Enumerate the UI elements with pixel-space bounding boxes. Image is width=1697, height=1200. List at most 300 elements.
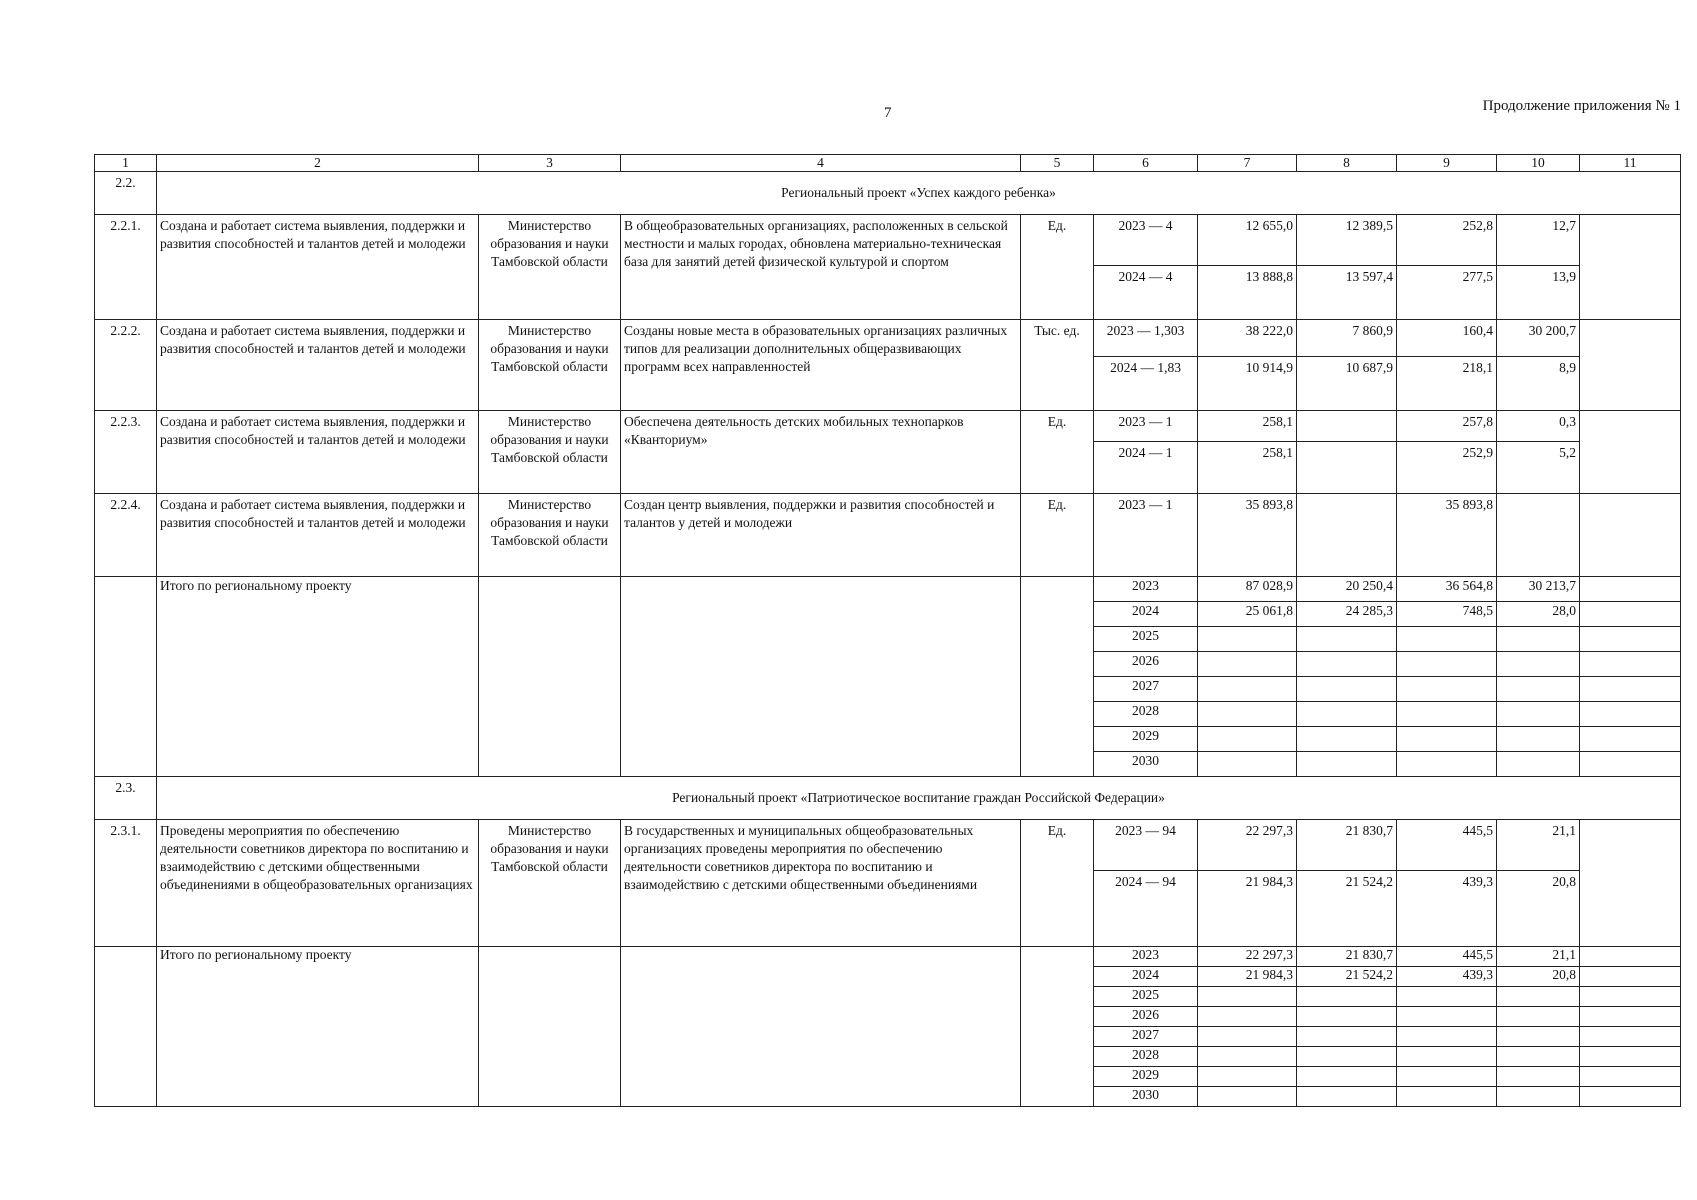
table-cell — [1497, 820, 1580, 947]
table-cell — [1580, 602, 1681, 627]
table-cell — [1497, 411, 1580, 494]
amount-col7-stack — [1198, 411, 1296, 493]
table-cell — [95, 947, 157, 1107]
amount-col9: 277,5 — [1397, 265, 1496, 319]
table-cell — [1497, 602, 1580, 627]
total-c10: 20,8 — [1552, 967, 1576, 982]
total-year: 2027 — [1132, 1027, 1159, 1042]
table-cell — [1021, 947, 1094, 1107]
amount-col8 — [1297, 441, 1396, 493]
table-cell — [1198, 215, 1297, 320]
total-c8: 20 250,4 — [1345, 578, 1393, 593]
table-cell — [1297, 602, 1397, 627]
total-c9: 36 564,8 — [1445, 578, 1493, 593]
total-year: 2026 — [1132, 653, 1159, 668]
table-cell — [1094, 1087, 1198, 1107]
column-header-row — [95, 155, 1681, 172]
table-cell — [1094, 652, 1198, 677]
indicator-text: Создан центр выявления, поддержки и развития способностей и талантов у детей и молодежи — [624, 497, 995, 530]
empty-cell — [1580, 320, 1681, 411]
table-cell — [1497, 987, 1580, 1007]
continuation-label: Продолжение приложения № 1 — [1482, 98, 1681, 114]
amount-col9: 439,3 — [1397, 870, 1496, 946]
year-value-stack — [1094, 320, 1197, 410]
organization: Министерство образования и науки Тамбовской области — [490, 414, 609, 465]
year-value-stack — [1094, 820, 1197, 946]
table-cell — [1497, 1027, 1580, 1047]
amount-col8-stack — [1297, 215, 1396, 319]
result-text: Создана и работает система выявления, поддержки и развития способностей и талантов детей и молодежи — [160, 218, 466, 251]
amount-col8-stack — [1297, 411, 1396, 493]
table-cell — [1397, 577, 1497, 602]
total-year: 2025 — [1132, 628, 1159, 643]
total-row — [95, 947, 1681, 967]
table-cell — [1397, 1007, 1497, 1027]
table-cell — [1297, 494, 1397, 577]
total-c7: 87 028,9 — [1245, 578, 1293, 593]
row-code: 2.2.3. — [110, 414, 141, 429]
table-cell — [1397, 1067, 1497, 1087]
table-cell — [1397, 947, 1497, 967]
amount-col8: 21 830,7 — [1345, 823, 1393, 838]
table-row — [95, 320, 1681, 411]
table-cell — [1021, 215, 1094, 320]
amount-col7-stack — [1198, 820, 1296, 946]
amount-col10: 30 200,7 — [1528, 323, 1576, 338]
total-year: 2023 — [1132, 947, 1159, 962]
table-cell — [1021, 320, 1094, 411]
amount-col10-stack — [1497, 320, 1579, 410]
table-cell — [479, 411, 621, 494]
table-cell — [1497, 494, 1580, 577]
budget-table — [94, 154, 1681, 1107]
amount-col10-stack — [1497, 411, 1579, 493]
year-value: 2023 — 4 — [1118, 218, 1173, 233]
amount-col9: 160,4 — [1462, 323, 1493, 338]
total-c9: 439,3 — [1462, 967, 1493, 982]
table-cell — [1198, 727, 1297, 752]
table-cell — [1094, 602, 1198, 627]
table-cell — [1198, 627, 1297, 652]
amount-col8-stack — [1297, 820, 1396, 946]
table-cell — [1397, 820, 1497, 947]
table-cell — [1297, 215, 1397, 320]
total-c8: 21 524,2 — [1345, 967, 1393, 982]
amount-col7: 258,1 — [1198, 441, 1296, 493]
total-year: 2028 — [1132, 1047, 1159, 1062]
total-c7: 25 061,8 — [1245, 603, 1293, 618]
table-cell — [1094, 494, 1198, 577]
table-cell — [1198, 967, 1297, 987]
amount-col7: 13 888,8 — [1198, 265, 1296, 319]
amount-col10-stack — [1497, 494, 1579, 576]
table-cell — [1297, 702, 1397, 727]
row-code: 2.3.1. — [110, 823, 141, 838]
row-code: 2.2.1. — [110, 218, 141, 233]
total-label: Итого по региональному проекту — [160, 947, 352, 962]
table-cell — [1094, 987, 1198, 1007]
amount-col10 — [1497, 494, 1579, 576]
year-value: 2024 — 94 — [1094, 870, 1197, 946]
amount-col7: 38 222,0 — [1245, 323, 1293, 338]
table-cell — [1497, 320, 1580, 411]
column-header: 5 — [1021, 155, 1094, 172]
table-cell — [1094, 702, 1198, 727]
table-cell — [1580, 987, 1681, 1007]
total-year: 2026 — [1132, 1007, 1159, 1022]
table-cell — [95, 320, 157, 411]
table-cell — [1297, 652, 1397, 677]
total-year: 2024 — [1132, 603, 1159, 618]
section-title: Региональный проект «Патриотическое воспитание граждан Российской Федерации» — [672, 790, 1165, 805]
amount-col9-stack — [1397, 820, 1496, 946]
table-cell — [1094, 627, 1198, 652]
table-cell — [1094, 1027, 1198, 1047]
table-cell — [1397, 411, 1497, 494]
result-text: Создана и работает система выявления, поддержки и развития способностей и талантов детей и молодежи — [160, 497, 466, 530]
year-value-stack — [1094, 494, 1197, 576]
unit: Ед. — [1047, 218, 1067, 233]
table-cell — [1580, 702, 1681, 727]
amount-col10: 8,9 — [1497, 356, 1579, 410]
table-cell — [1497, 627, 1580, 652]
table-cell — [621, 494, 1021, 577]
table-cell — [1198, 677, 1297, 702]
amount-col7: 12 655,0 — [1245, 218, 1293, 233]
amount-col9: 257,8 — [1462, 414, 1493, 429]
table-cell — [157, 777, 1681, 820]
section-code: 2.3. — [115, 780, 136, 795]
table-cell — [95, 494, 157, 577]
table-cell — [1497, 1047, 1580, 1067]
table-cell — [1198, 494, 1297, 577]
result-text: Проведены мероприятия по обеспечению деятельности советников директора по воспитанию и взаимодействию с детскими общественными объединениями в общеобразовательных организациях — [160, 823, 473, 892]
table-cell — [479, 577, 621, 777]
column-header: 7 — [1198, 155, 1297, 172]
table-cell — [1497, 677, 1580, 702]
table-cell — [1580, 947, 1681, 967]
table-cell — [1198, 577, 1297, 602]
table-cell — [95, 172, 157, 215]
table-cell — [1297, 1047, 1397, 1067]
table-cell — [1297, 752, 1397, 777]
table-cell — [479, 215, 621, 320]
year-value: 2023 — 94 — [1115, 823, 1176, 838]
table-cell — [1297, 627, 1397, 652]
amount-col8 — [1297, 494, 1396, 576]
table-cell — [1094, 1067, 1198, 1087]
total-c10: 21,1 — [1552, 947, 1576, 962]
amount-col7: 258,1 — [1262, 414, 1293, 429]
table-cell — [1497, 967, 1580, 987]
empty-cell — [1580, 820, 1681, 947]
table-cell — [1094, 215, 1198, 320]
table-cell — [1297, 1007, 1397, 1027]
amount-col7-stack — [1198, 215, 1296, 319]
column-header: 1 — [95, 155, 157, 172]
table-cell — [1580, 1087, 1681, 1107]
total-c7: 21 984,3 — [1245, 967, 1293, 982]
table-cell — [1397, 1087, 1497, 1107]
indicator-text: В государственных и муниципальных общеобразовательных организациях проведены мероприятия по обеспечению деятельности советников директора по воспитанию и взаимодействию с детскими общественными объединениями — [624, 823, 978, 892]
unit: Тыс. ед. — [1034, 323, 1080, 338]
amount-col8: 10 687,9 — [1297, 356, 1396, 410]
table-cell — [1397, 967, 1497, 987]
table-cell — [1297, 320, 1397, 411]
table-cell — [1580, 1007, 1681, 1027]
unit: Ед. — [1047, 497, 1067, 512]
table-row — [95, 411, 1681, 494]
indicator-text: В общеобразовательных организациях, расположенных в сельской местности и малых городах, обновлена материально-техническая база для занятий детей физической культурой и спортом — [624, 218, 1008, 269]
amount-col8-stack — [1297, 320, 1396, 410]
result-text: Создана и работает система выявления, поддержки и развития способностей и талантов детей и молодежи — [160, 414, 466, 447]
amount-col9-stack — [1397, 494, 1496, 576]
table-cell — [1297, 820, 1397, 947]
table-cell — [1580, 577, 1681, 602]
table-cell — [1021, 577, 1094, 777]
table-cell — [1297, 677, 1397, 702]
table-cell — [1397, 652, 1497, 677]
table-cell — [621, 320, 1021, 411]
amount-col10: 5,2 — [1497, 441, 1579, 493]
amount-col7: 22 297,3 — [1245, 823, 1293, 838]
table-cell — [1094, 677, 1198, 702]
total-year: 2025 — [1132, 987, 1159, 1002]
amount-col8-stack — [1297, 494, 1396, 576]
amount-col8: 12 389,5 — [1345, 218, 1393, 233]
amount-col10: 13,9 — [1497, 265, 1579, 319]
column-header: 6 — [1094, 155, 1198, 172]
year-value: 2023 — 1 — [1118, 414, 1173, 429]
table-cell — [1497, 1007, 1580, 1027]
table-cell — [157, 494, 479, 577]
table-cell — [1397, 1027, 1497, 1047]
table-cell — [1198, 1027, 1297, 1047]
table-cell — [621, 411, 1021, 494]
result-text: Создана и работает система выявления, поддержки и развития способностей и талантов детей и молодежи — [160, 323, 466, 356]
year-value: 2024 — 1 — [1094, 441, 1197, 493]
table-cell — [1021, 411, 1094, 494]
table-cell — [1094, 320, 1198, 411]
section-code: 2.2. — [115, 175, 136, 190]
page-number: 7 — [884, 105, 892, 121]
table-cell — [95, 820, 157, 947]
amount-col7-stack — [1198, 494, 1296, 576]
table-cell — [1198, 947, 1297, 967]
table-cell — [621, 215, 1021, 320]
total-year: 2029 — [1132, 1067, 1159, 1082]
table-cell — [1198, 820, 1297, 947]
table-cell — [1580, 1047, 1681, 1067]
total-year: 2023 — [1132, 578, 1159, 593]
table-cell — [479, 320, 621, 411]
amount-col8: 21 524,2 — [1297, 870, 1396, 946]
table-cell — [1397, 494, 1497, 577]
table-cell — [1497, 727, 1580, 752]
organization: Министерство образования и науки Тамбовской области — [490, 218, 609, 269]
table-cell — [1580, 652, 1681, 677]
table-cell — [1397, 752, 1497, 777]
table-cell — [157, 411, 479, 494]
table-cell — [621, 577, 1021, 777]
amount-col9-stack — [1397, 215, 1496, 319]
table-cell — [1497, 752, 1580, 777]
table-cell — [621, 820, 1021, 947]
table-cell — [1021, 494, 1094, 577]
total-year: 2029 — [1132, 728, 1159, 743]
year-value-stack — [1094, 411, 1197, 493]
table-cell — [1198, 702, 1297, 727]
table-cell — [1580, 677, 1681, 702]
total-c9: 445,5 — [1462, 947, 1493, 962]
organization: Министерство образования и науки Тамбовской области — [490, 823, 609, 874]
table-cell — [1094, 411, 1198, 494]
table-cell — [1198, 752, 1297, 777]
row-code: 2.2.4. — [110, 497, 141, 512]
total-year: 2024 — [1132, 967, 1159, 982]
table-cell — [157, 577, 479, 777]
table-cell — [1198, 1067, 1297, 1087]
table-cell — [1397, 1047, 1497, 1067]
indicator-text: Созданы новые места в образовательных организациях различных типов для реализации дополнительных общеразвивающих программ всех направленностей — [624, 323, 1008, 374]
table-cell — [95, 577, 157, 777]
table-cell — [1297, 1067, 1397, 1087]
empty-cell — [1580, 494, 1681, 577]
table-cell — [479, 494, 621, 577]
table-cell — [1021, 820, 1094, 947]
table-cell — [1198, 1007, 1297, 1027]
table-cell — [1094, 967, 1198, 987]
year-value: 2024 — 4 — [1094, 265, 1197, 319]
total-year: 2030 — [1132, 1087, 1159, 1102]
amount-col9-stack — [1397, 411, 1496, 493]
total-c8: 21 830,7 — [1345, 947, 1393, 962]
table-cell — [1397, 627, 1497, 652]
unit: Ед. — [1047, 414, 1067, 429]
table-cell — [1297, 947, 1397, 967]
table-cell — [1198, 411, 1297, 494]
table-cell — [1580, 752, 1681, 777]
table-cell — [1297, 411, 1397, 494]
amount-col8: 7 860,9 — [1352, 323, 1393, 338]
year-value: 2023 — 1 — [1118, 497, 1173, 512]
total-year: 2027 — [1132, 678, 1159, 693]
amount-col7: 35 893,8 — [1245, 497, 1293, 512]
column-header: 8 — [1297, 155, 1397, 172]
table-cell — [1198, 987, 1297, 1007]
table-cell — [1094, 752, 1198, 777]
table-cell — [1497, 577, 1580, 602]
table-cell — [1297, 1087, 1397, 1107]
total-label: Итого по региональному проекту — [160, 578, 352, 593]
column-header: 2 — [157, 155, 479, 172]
amount-col10-stack — [1497, 820, 1579, 946]
table-cell — [157, 172, 1681, 215]
amount-col10: 20,8 — [1497, 870, 1579, 946]
total-c9: 748,5 — [1462, 603, 1493, 618]
amount-col9: 252,9 — [1397, 441, 1496, 493]
table-cell — [1297, 577, 1397, 602]
table-cell — [1397, 727, 1497, 752]
table-cell — [1198, 1047, 1297, 1067]
table-cell — [1198, 1087, 1297, 1107]
unit: Ед. — [1047, 823, 1067, 838]
table-cell — [1094, 1047, 1198, 1067]
amount-col10: 0,3 — [1559, 414, 1576, 429]
row-code: 2.2.2. — [110, 323, 141, 338]
table-cell — [1580, 627, 1681, 652]
table-cell — [1580, 1067, 1681, 1087]
amount-col8: 13 597,4 — [1297, 265, 1396, 319]
total-c10: 30 213,7 — [1528, 578, 1576, 593]
table-cell — [1397, 702, 1497, 727]
year-value: 2023 — 1,303 — [1106, 323, 1185, 338]
table-cell — [1397, 987, 1497, 1007]
total-year: 2030 — [1132, 753, 1159, 768]
year-value-stack — [1094, 215, 1197, 319]
column-header: 10 — [1497, 155, 1580, 172]
table-cell — [95, 215, 157, 320]
table-cell — [1198, 320, 1297, 411]
table-cell — [1297, 727, 1397, 752]
total-year: 2028 — [1132, 703, 1159, 718]
table-cell — [1580, 967, 1681, 987]
table-cell — [157, 320, 479, 411]
table-cell — [1497, 947, 1580, 967]
table-row — [95, 494, 1681, 577]
amount-col9: 252,8 — [1462, 218, 1493, 233]
column-header: 3 — [479, 155, 621, 172]
table-row — [95, 215, 1681, 320]
table-cell — [1198, 602, 1297, 627]
table-cell — [1497, 652, 1580, 677]
table-cell — [1397, 677, 1497, 702]
table-cell — [479, 947, 621, 1107]
table-cell — [157, 947, 479, 1107]
column-header: 11 — [1580, 155, 1681, 172]
table-cell — [1397, 320, 1497, 411]
amount-col9-stack — [1397, 320, 1496, 410]
amount-col9: 218,1 — [1397, 356, 1496, 410]
amount-col7-stack — [1198, 320, 1296, 410]
table-cell — [95, 777, 157, 820]
section-header-row — [95, 777, 1681, 820]
table-cell — [1094, 577, 1198, 602]
total-c8: 24 285,3 — [1345, 603, 1393, 618]
amount-col10: 21,1 — [1552, 823, 1576, 838]
table-cell — [1497, 215, 1580, 320]
indicator-text: Обеспечена деятельность детских мобильных технопарков «Кванториум» — [624, 414, 964, 447]
table-cell — [1497, 702, 1580, 727]
table-cell — [1094, 947, 1198, 967]
amount-col9: 445,5 — [1462, 823, 1493, 838]
table-cell — [1297, 1027, 1397, 1047]
section-title: Региональный проект «Успех каждого ребенка» — [781, 185, 1056, 200]
amount-col7: 21 984,3 — [1198, 870, 1296, 946]
table-cell — [1094, 1007, 1198, 1027]
organization: Министерство образования и науки Тамбовской области — [490, 323, 609, 374]
table-cell — [1497, 1067, 1580, 1087]
table-cell — [621, 947, 1021, 1107]
table-cell — [1397, 602, 1497, 627]
table-row — [95, 820, 1681, 947]
empty-cell — [1580, 215, 1681, 320]
amount-col7: 10 914,9 — [1198, 356, 1296, 410]
table-cell — [95, 411, 157, 494]
total-c7: 22 297,3 — [1245, 947, 1293, 962]
table-cell — [1497, 1087, 1580, 1107]
table-cell — [1580, 1027, 1681, 1047]
